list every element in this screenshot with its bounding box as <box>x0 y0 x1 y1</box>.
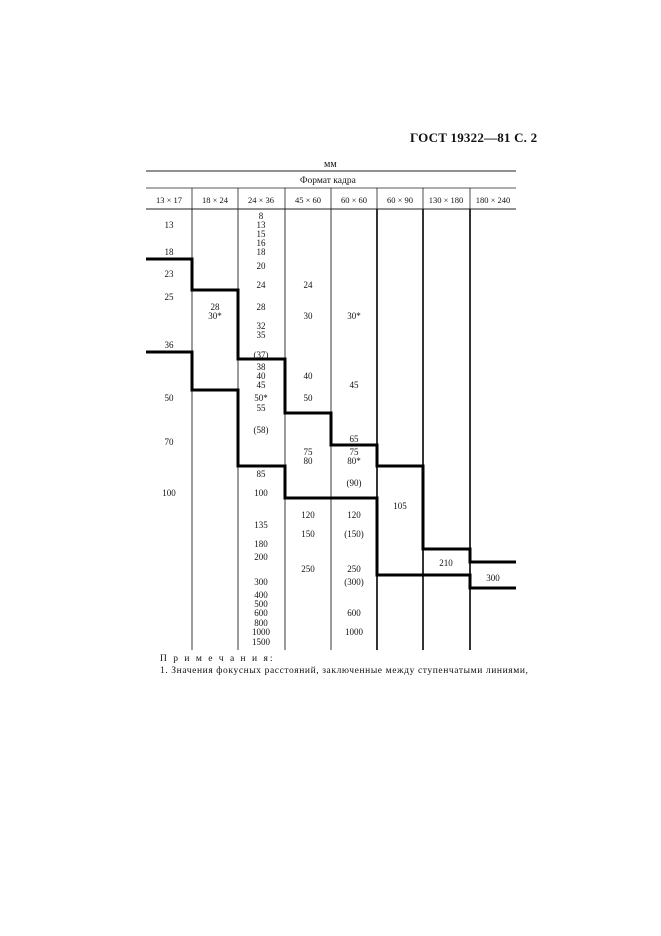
column-header: 180 × 240 <box>475 195 511 205</box>
table-cell: 85 <box>256 469 266 479</box>
table-cell: 80* <box>347 456 361 466</box>
table-cell: 800 <box>254 618 268 628</box>
table-cell: 20 <box>256 261 266 271</box>
table-cell: 120 <box>301 510 315 520</box>
table-cell: 16 <box>256 238 266 248</box>
table-cell: 24 <box>303 280 313 290</box>
table-cell: 250 <box>301 564 315 574</box>
table-cell: 15 <box>256 229 266 239</box>
table-cell: 600 <box>347 608 361 618</box>
table-cell: 35 <box>256 330 266 340</box>
units-label: мм <box>324 159 337 170</box>
table-cell: 18 <box>256 247 266 257</box>
column-header: 60 × 90 <box>386 195 414 205</box>
table-cell: 180 <box>254 539 268 549</box>
table-cell: 40 <box>256 371 266 381</box>
table-cell: 120 <box>347 510 361 520</box>
table-cell: 135 <box>254 520 268 530</box>
table-cell: (37) <box>253 350 269 360</box>
table-cell: 50 <box>164 393 174 403</box>
table-cell: 300 <box>254 577 268 587</box>
table-cell: 65 <box>349 434 359 444</box>
table-cell: 13 <box>256 220 266 230</box>
table-cell: 75 <box>303 447 313 457</box>
table-cell: 250 <box>347 564 361 574</box>
table-cell: 40 <box>303 371 313 381</box>
table-cell: 100 <box>162 488 176 498</box>
table-cell: 300 <box>486 573 500 583</box>
table-cell: (150) <box>344 529 364 539</box>
table-cell: 13 <box>164 220 174 230</box>
table-cell: 45 <box>349 380 359 390</box>
table-cell: 8 <box>258 211 264 221</box>
table-cell: 100 <box>254 488 268 498</box>
table-cell: 30* <box>347 311 361 321</box>
table-cell: 55 <box>256 403 266 413</box>
table-cell: 1000 <box>252 627 270 637</box>
table-cell: 600 <box>254 608 268 618</box>
table-cell: 1000 <box>345 627 363 637</box>
table-cell: 30* <box>208 311 222 321</box>
table-cell: 500 <box>254 599 268 609</box>
column-header: 130 × 180 <box>428 195 464 205</box>
frame-format-header: Формат кадра <box>300 176 356 186</box>
column-header: 13 × 17 <box>155 195 183 205</box>
table-cell: 150 <box>301 529 315 539</box>
table-cell: 36 <box>164 340 174 350</box>
table-cell: 75 <box>349 447 359 457</box>
table-cell: 45 <box>256 380 266 390</box>
table-cell: (300) <box>344 577 364 587</box>
table-cell: 1500 <box>252 637 270 647</box>
table-cell: 25 <box>164 292 174 302</box>
table-cell: 210 <box>439 558 453 568</box>
table-cell: 28 <box>256 302 266 312</box>
table-cell: 80 <box>303 456 313 466</box>
table-cell: 200 <box>254 552 268 562</box>
table-cell: 24 <box>256 280 266 290</box>
table-cell: 32 <box>256 321 266 331</box>
table-cell: (90) <box>346 478 362 488</box>
table-cell: 50* <box>254 393 268 403</box>
table-cell: 400 <box>254 590 268 600</box>
table-cell: 18 <box>164 247 174 257</box>
table-cell: 38 <box>256 362 266 372</box>
column-header: 18 × 24 <box>201 195 229 205</box>
column-header: 24 × 36 <box>247 195 275 205</box>
table-cell: (58) <box>253 425 269 435</box>
notes-title: П р и м е ч а н и я: <box>160 654 275 664</box>
table-cell: 30 <box>303 311 313 321</box>
table-cell: 23 <box>164 269 174 279</box>
table-cell: 50 <box>303 393 313 403</box>
page-header: ГОСТ 19322—81 С. 2 <box>410 130 538 145</box>
table-cell: 70 <box>164 437 174 447</box>
table-cell: 105 <box>393 501 407 511</box>
table-cell: 28 <box>210 302 220 312</box>
note-item: 1. Значения фокусных расстояний, заключенные между ступенчатыми линиями, <box>160 666 529 676</box>
column-header: 60 × 60 <box>340 195 368 205</box>
column-header: 45 × 60 <box>294 195 322 205</box>
